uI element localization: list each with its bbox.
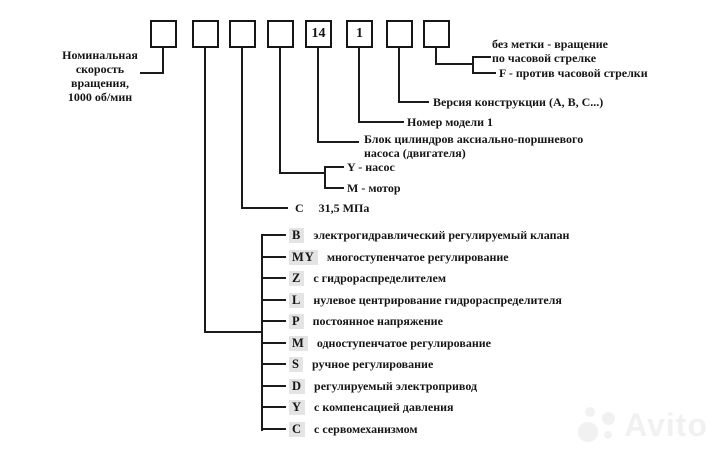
option-label: с гидрораспределителем (313, 270, 447, 285)
pressure-code: C (295, 201, 304, 215)
motor-label: M - мотор (347, 181, 401, 195)
option-row-D (262, 375, 477, 397)
option-code: P (289, 314, 304, 329)
bracket-line (472, 56, 491, 58)
option-label: ручное регулирование (311, 356, 434, 371)
connector-line (317, 47, 319, 143)
option-arm-line (262, 320, 286, 322)
nominal-speed-line3: вращения, (71, 76, 129, 90)
code-box-5: 14 (305, 20, 332, 48)
option-label: многоступенчатое регулирование (326, 249, 509, 264)
option-row-S (262, 353, 433, 375)
connector-line (162, 47, 164, 74)
connector-line (398, 47, 400, 103)
option-arm-line (262, 428, 286, 430)
option-label: с сервомеханизмом (314, 421, 418, 436)
nominal-speed-line2: скорость (75, 62, 125, 76)
connector-line (435, 63, 474, 65)
option-label: с компенсацией давления (314, 399, 454, 414)
pump-label: Y - насос (347, 160, 395, 174)
option-row-B (262, 224, 569, 246)
connector-line (204, 331, 263, 333)
code-box-7 (386, 20, 413, 48)
cylinder-block-line1: Блок цилиндров аксиально-поршневого (364, 132, 584, 146)
option-label: электрогидравлический регулируемый клапан (313, 227, 570, 242)
option-code: S (289, 357, 303, 372)
option-arm-line (262, 299, 286, 301)
connector-line (241, 47, 243, 209)
option-arm-line (262, 256, 286, 258)
watermark (578, 406, 708, 444)
option-code: Z (289, 271, 304, 286)
rotation-no-mark-line2: по часовой стрелке (492, 51, 597, 65)
bracket-line (324, 166, 344, 168)
code-box-2 (192, 20, 219, 48)
option-row-Z (262, 267, 446, 289)
option-code: L (289, 293, 304, 308)
connector-line (317, 141, 359, 143)
option-code: M (289, 336, 308, 351)
option-label: нулевое центрирование гидрораспределителя (313, 292, 562, 307)
connector-line (279, 172, 326, 174)
watermark-text: Avito (624, 406, 708, 443)
nominal-speed-label (58, 48, 142, 104)
pressure-value: 31,5 МПа (318, 201, 370, 215)
rotation-no-mark-line1: без метки - вращение (492, 37, 608, 51)
code-box-8 (423, 20, 450, 48)
option-label: регулируемый электропривод (314, 378, 478, 393)
option-code: C (289, 422, 305, 437)
code-box-6: 1 (346, 20, 373, 48)
bracket-line (324, 166, 326, 189)
model-number-label: Номер модели 1 (407, 115, 493, 129)
option-arm-line (262, 277, 286, 279)
option-arm-line (262, 406, 286, 408)
connector-line (204, 47, 206, 333)
rotation-ccw-label: F - против часовой стрелки (499, 66, 648, 80)
connector-line (398, 101, 429, 103)
option-arm-line (262, 342, 286, 344)
option-row-M (262, 332, 491, 354)
nominal-speed-line4: 1000 об/мин (67, 90, 133, 104)
option-row-MY (262, 246, 509, 268)
option-code: MY (289, 250, 318, 265)
nominal-speed-line1: Номинальная (62, 48, 138, 62)
option-row-L (262, 289, 562, 311)
bracket-line (472, 72, 496, 74)
option-row-C (262, 418, 418, 440)
connector-line (358, 47, 360, 123)
connector-line (279, 47, 281, 174)
bracket-line (324, 187, 344, 189)
code-box-3 (229, 20, 256, 48)
option-row-Y (262, 396, 454, 418)
option-code: Y (289, 400, 305, 415)
cylinder-block-label (364, 132, 583, 160)
option-label: одноступенчатое регулирование (316, 335, 491, 350)
pressure-label (295, 201, 369, 215)
option-code: D (289, 379, 305, 394)
code-box-4 (267, 20, 294, 48)
option-label: постоянное напряжение (312, 313, 443, 328)
option-arm-line (262, 385, 286, 387)
option-arm-line (262, 234, 286, 236)
design-version-label: Версия конструкции (А, В, С...) (433, 95, 604, 109)
avito-logo-icon (578, 406, 616, 444)
code-box-1 (150, 20, 177, 48)
cylinder-block-line2: насоса (двигателя) (364, 146, 466, 160)
connector-line (241, 207, 288, 209)
option-arm-line (262, 363, 286, 365)
rotation-no-mark-label (492, 37, 608, 65)
option-code: B (289, 228, 304, 243)
connector-line (140, 72, 164, 74)
connector-line (358, 121, 404, 123)
option-row-P (262, 310, 443, 332)
